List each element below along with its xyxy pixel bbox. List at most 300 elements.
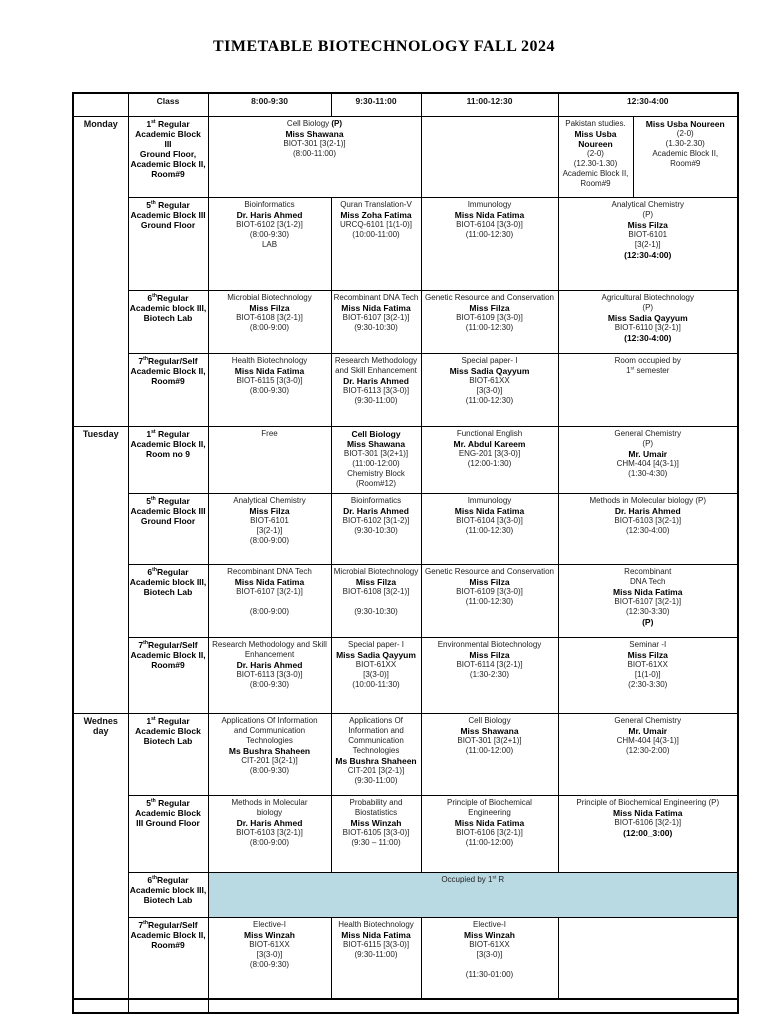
session-cell <box>558 713 738 795</box>
text-line: Recombinant <box>624 566 672 576</box>
session-cell <box>331 713 421 795</box>
text-line: (9:30-11:00) <box>354 775 398 785</box>
timetable-row <box>73 713 738 795</box>
text-line: (12:30-2:00) <box>625 745 670 755</box>
text-line: Biotech Lab <box>143 735 193 746</box>
text-line: BIOT-6103 [3(2-1)] <box>236 827 303 837</box>
text-line: BIOT-61XX <box>469 939 510 949</box>
text-line: 5th Regular <box>146 199 190 210</box>
text-line: Pakistan studies. <box>565 118 626 128</box>
text-line: LAB <box>261 239 278 249</box>
text-line: BIOT-6108 [3(2-1)] <box>236 312 303 322</box>
class-cell <box>128 426 208 493</box>
text-line: BIOT-61XX <box>355 659 397 669</box>
text-line: Elective-I <box>473 919 506 929</box>
text-line: Dr. Haris Ahmed <box>343 505 409 516</box>
text-line: (12:00-1:30) <box>467 458 512 468</box>
text-line: Seminar -I <box>629 639 667 649</box>
text-line: (12.30-1.30) <box>573 158 618 168</box>
text-line: BIOT-6104 [3(3-0)] <box>456 219 523 229</box>
session-cell <box>558 637 738 713</box>
timetable <box>72 92 739 1014</box>
text-line: (11:00-12:30) <box>465 596 514 606</box>
text-line: Health Biotechnology <box>231 355 308 365</box>
text-line: 5th Regular <box>146 495 190 506</box>
session-cell <box>421 116 558 197</box>
text-line: General Chemistry <box>614 715 682 725</box>
text-line: CHM-404 [4(3-1)] <box>616 458 679 468</box>
text-line: Probability and <box>349 797 403 807</box>
text-line: CIT-201 [3(2-1)] <box>241 755 298 765</box>
text-line: Miss Nida Fatima <box>234 365 305 376</box>
text-line: (8:00-9:00) <box>249 606 290 616</box>
class-cell <box>128 197 208 290</box>
text-line: BIOT-6101 <box>250 515 289 525</box>
class-cell <box>128 713 208 795</box>
text-line: Miss Shawana <box>285 128 344 139</box>
partial-day-cell <box>73 999 128 1013</box>
text-line: Academic Block III <box>130 505 206 516</box>
session-cell <box>421 564 558 637</box>
text-line: Biotech Lab <box>143 586 193 597</box>
text-line: Research Methodology <box>334 355 418 365</box>
text-line: Applications Of <box>349 715 403 725</box>
session-cell <box>558 564 738 637</box>
text-line: BIOT-6103 [3(2-1)] <box>614 515 682 525</box>
day-cell <box>73 713 128 999</box>
session-cell <box>331 426 421 493</box>
timetable-row <box>73 493 738 564</box>
text-line: [3(3-0)] <box>256 949 283 959</box>
session-cell <box>421 795 558 872</box>
session-cell <box>421 290 558 353</box>
timetable-row <box>73 872 738 917</box>
occupied-cell <box>208 872 738 917</box>
text-line: Ground Floor <box>140 515 196 526</box>
text-line: Biotech Lab <box>143 312 193 323</box>
corner-cell <box>73 93 128 116</box>
text-line: Room occupied by <box>614 355 681 365</box>
text-line: Ms Bushra Shaheen <box>335 755 417 766</box>
text-line: Academic Block III <box>130 209 206 220</box>
text-line: III <box>164 138 172 149</box>
text-line: (11:00-12:30) <box>465 229 514 239</box>
text-line: BIOT-6106 [3(2-1)] <box>456 827 523 837</box>
text-line: BIOT-6115 [3(3-0)] <box>342 939 410 949</box>
text-line: BIOT-6107 [3(2-1)] <box>614 596 682 606</box>
text-line: Quran Translation-V <box>340 199 412 209</box>
session-cell <box>208 426 331 493</box>
text-line: Miss Nida Fatima <box>454 209 525 220</box>
text-line: Analytical Chemistry <box>233 495 306 505</box>
text-line: Miss Nida Fatima <box>613 586 683 597</box>
text-line: Miss Filza <box>249 505 290 516</box>
text-line: (8:00-9:00) <box>249 837 290 847</box>
text-line: [1(1-0)] <box>634 669 661 679</box>
text-line: Miss Shawana <box>460 725 519 736</box>
text-line: (P) <box>642 209 654 219</box>
text-line: Room#9 <box>151 659 185 670</box>
text-line: Academic Block <box>135 807 201 818</box>
class-cell <box>128 493 208 564</box>
partial-row <box>73 999 738 1013</box>
text-line: Cell Biology <box>351 428 401 439</box>
session-cell <box>331 290 421 353</box>
col-header-time-4: 12:30-4:00 <box>558 93 738 116</box>
text-line: BIOT-6110 [3(2-1)] <box>614 322 681 332</box>
text-line: (10:00-11:30) <box>352 679 400 689</box>
text-line: BIOT-6113 [3(3-0)] <box>342 385 410 395</box>
text-line: 7thRegular/Self <box>138 639 198 650</box>
text-line: Recombinant DNA Tech <box>333 292 419 302</box>
text-line: (8:00-9:30) <box>249 765 290 775</box>
col-header-class: Class <box>128 93 208 116</box>
text-line: Bioinformatics <box>244 199 295 209</box>
text-line: CIT-201 [3(2-1)] <box>347 765 405 775</box>
text-line: (11:00-12:30) <box>465 395 514 405</box>
session-cell <box>208 917 331 999</box>
session-cell <box>331 637 421 713</box>
text-line: [3(3-0)] <box>476 385 503 395</box>
text-line: CHM-404 [4(3-1)] <box>616 735 679 745</box>
timetable-row <box>73 917 738 999</box>
text-line: BIOT-6109 [3(3-0)] <box>456 312 523 322</box>
text-line: Miss Usba Noureen <box>645 118 725 129</box>
text-line: Special paper- I <box>347 639 405 649</box>
text-line: (12:30-3:30) <box>625 606 670 616</box>
session-cell <box>331 795 421 872</box>
text-line: Cell Biology <box>468 715 511 725</box>
text-line: Health Biotechnology <box>338 919 414 929</box>
text-line: Recombinant DNA Tech <box>227 566 312 576</box>
class-cell <box>128 116 208 197</box>
text-line: BIOT-6109 [3(3-0)] <box>456 586 523 596</box>
col-header-time-1: 8:00-9:30 <box>208 93 331 116</box>
session-cell <box>208 290 331 353</box>
text-line: 6thRegular <box>147 874 189 885</box>
text-line: Functional English <box>456 428 523 438</box>
text-line: Academic Block II, <box>130 365 206 376</box>
text-line: (1:30-4:30) <box>628 468 668 478</box>
text-line: and Skill Enhancement <box>335 365 417 375</box>
text-line: BIOT-6102 [3(1-2)] <box>236 219 303 229</box>
session-cell <box>558 795 738 872</box>
text-line: Miss Nida Fatima <box>613 807 683 818</box>
text-line: 1st Regular <box>146 715 190 726</box>
text-line: (8:00-11:00) <box>293 148 336 158</box>
text-line: (9:30-10:30) <box>354 322 398 332</box>
text-line: (11:00-12:30) <box>465 525 514 535</box>
timetable-row <box>73 795 738 872</box>
session-cell <box>558 917 738 999</box>
text-line: Immunology <box>467 199 512 209</box>
text-line: Principle of Biochemical <box>447 797 532 807</box>
text-line: 6thRegular <box>147 292 189 303</box>
text-line: Ground Floor, <box>139 148 197 159</box>
text-line: Information and <box>348 725 404 735</box>
text-line: (12:00_3:00) <box>623 827 673 838</box>
text-line: Bioinformatics <box>350 495 402 505</box>
text-line: Miss Sadia Qayyum <box>336 649 416 660</box>
text-line: Communication <box>348 735 404 745</box>
text-line: Occupied by 1st R <box>441 874 505 884</box>
text-line: Room#9 <box>151 168 185 179</box>
text-line: BIOT-6107 [3(2-1)] <box>342 312 410 322</box>
text-line: [3(2-1)] <box>256 525 283 535</box>
text-line: Miss Winzah <box>464 929 515 940</box>
partial-session-cell <box>208 999 738 1013</box>
text-line: [3(2-1)] <box>634 239 661 249</box>
text-line: Dr. Haris Ahmed <box>236 817 303 828</box>
text-line: BIOT-6104 [3(3-0)] <box>456 515 523 525</box>
text-line: (P) <box>642 438 654 448</box>
text-line: Principle of Biochemical Engineering (P) <box>576 797 720 807</box>
text-line: Biotech Lab <box>143 894 193 905</box>
text-line: Academic Block <box>135 725 201 736</box>
text-line: Genetic Resource and Conservation <box>425 566 554 576</box>
text-line: (12:30-4:00) <box>625 525 670 535</box>
text-line <box>210 597 330 607</box>
text-line: [3(3-0)] <box>476 949 503 959</box>
session-cell <box>421 197 558 290</box>
session-cell <box>421 917 558 999</box>
timetable-row <box>73 564 738 637</box>
class-cell <box>128 353 208 426</box>
text-line: (8:00-9:30) <box>249 679 290 689</box>
text-line: Miss Filza <box>469 302 510 313</box>
text-line: Dr. Haris Ahmed <box>343 375 409 386</box>
text-line: Free <box>261 428 278 438</box>
text-line: (1.30-2.30) <box>665 138 705 148</box>
text-line: (9:30-11:00) <box>354 949 398 959</box>
header-row <box>73 93 738 116</box>
text-line: (2:30-3:30) <box>628 679 668 689</box>
text-line: Applications Of Information <box>221 715 318 725</box>
timetable-row <box>73 353 738 426</box>
text-line: Research Methodology and Skill <box>212 639 327 649</box>
text-line: 7thRegular/Self <box>138 919 198 930</box>
session-cell <box>331 353 421 426</box>
text-line: (8:00-9:30) <box>249 959 290 969</box>
text-line: (12:30-4:00) <box>624 249 672 260</box>
text-line: BIOT-61XX <box>469 375 510 385</box>
session-cell <box>633 116 738 197</box>
text-line: Miss Nida Fatima <box>234 576 305 587</box>
session-cell <box>208 795 331 872</box>
text-line: Miss Nida Fatima <box>454 817 525 828</box>
text-line: Environmental Biotechnology <box>437 639 542 649</box>
day-label: Monday <box>83 118 118 129</box>
text-line: Room#9 <box>670 158 701 168</box>
text-line: (11:00-12:00) <box>465 837 514 847</box>
day-label: Wednes <box>83 715 118 726</box>
text-line: 7thRegular/Self <box>138 355 198 366</box>
text-line: BIOT-61XX <box>627 659 668 669</box>
session-cell <box>421 353 558 426</box>
text-line: BIOT-6108 [3(2-1)] <box>342 586 410 596</box>
text-line: Room#9 <box>151 375 185 386</box>
text-line: Miss Sadia Qayyum <box>607 312 688 323</box>
session-cell <box>558 493 738 564</box>
class-cell <box>128 917 208 999</box>
text-line: Room#9 <box>151 939 185 950</box>
text-line: URCQ-6101 [1(1-0)] <box>339 219 413 229</box>
text-line: BIOT-61XX <box>249 939 290 949</box>
text-line: Analytical Chemistry <box>611 199 684 209</box>
text-line: BIOT-6106 [3(2-1)] <box>614 817 682 827</box>
text-line: 1st semester <box>626 365 670 375</box>
session-cell <box>331 197 421 290</box>
session-cell <box>558 197 738 290</box>
text-line: Chemistry Block (Room#12) <box>347 468 405 488</box>
class-cell <box>128 795 208 872</box>
session-cell <box>558 426 738 493</box>
text-line: Academic Block II, <box>130 438 206 449</box>
text-line: Dr. Haris Ahmed <box>614 505 681 516</box>
session-cell <box>331 917 421 999</box>
session-cell <box>421 713 558 795</box>
text-line: BIOT-301 [3(2+1)] <box>457 735 522 745</box>
text-line: [3(3-0)] <box>363 669 389 679</box>
class-cell <box>128 872 208 917</box>
text-line: BIOT-6101 <box>628 229 668 239</box>
text-line: (11:30-01:00) <box>465 969 514 979</box>
text-line: Special paper- I <box>461 355 518 365</box>
session-cell <box>208 197 331 290</box>
session-cell <box>421 426 558 493</box>
timetable-row <box>73 197 738 290</box>
text-line: Mr. Abdul Kareem <box>453 438 526 449</box>
session-cell <box>421 493 558 564</box>
text-line: (8:00-9:30) <box>249 229 290 239</box>
text-line: Miss Winzah <box>350 817 402 828</box>
text-line: Miss Usba Noureen <box>574 128 617 149</box>
text-line: (1:30-2:30) <box>469 669 510 679</box>
text-line: Agricultural Biotechnology <box>601 292 694 302</box>
text-line: Academic block III, <box>129 302 207 313</box>
text-line: BIOT-301 [3(2+1)] <box>343 448 409 458</box>
text-line: Ground Floor <box>140 219 196 230</box>
text-line: Miss Nida Fatima <box>341 302 411 313</box>
text-line: Miss Shawana <box>346 438 406 449</box>
text-line: III Ground Floor <box>136 817 200 828</box>
text-line: Biostatistics <box>354 807 398 817</box>
text-line <box>423 960 557 970</box>
session-cell <box>208 637 331 713</box>
session-cell <box>208 564 331 637</box>
text-line: Technologies <box>352 745 400 755</box>
text-line: Room#9 <box>580 178 611 188</box>
class-cell <box>128 290 208 353</box>
text-line: Miss Sadia Qayyum <box>449 365 530 376</box>
session-cell <box>421 637 558 713</box>
text-line: (P) <box>642 302 654 312</box>
text-line: Immunology <box>467 495 512 505</box>
col-header-time-2: 9:30-11:00 <box>331 93 421 116</box>
session-cell <box>208 353 331 426</box>
text-line: DNA Tech <box>630 576 666 586</box>
session-cell <box>331 493 421 564</box>
text-line: BIOT-6102 [3(1-2)] <box>342 515 410 525</box>
class-cell <box>128 637 208 713</box>
text-line: ENG-201 [3(3-0)] <box>458 448 521 458</box>
text-line: Miss Filza <box>627 649 668 660</box>
text-line: Academic Block II, <box>130 929 206 940</box>
text-line: (P) <box>642 616 654 627</box>
text-line: (12:30-4:00) <box>624 332 672 343</box>
text-line: Miss Filza <box>627 219 668 230</box>
page-title: TIMETABLE BIOTECHNOLOGY FALL 2024 <box>212 38 556 55</box>
col-header-time-3: 11:00-12:30 <box>421 93 558 116</box>
text-line: biology <box>256 807 283 817</box>
text-line: Miss Filza <box>249 302 290 313</box>
text-line: Miss Nida Fatima <box>454 505 525 516</box>
text-line: Academic block III, <box>129 884 207 895</box>
text-line: (9:30-11:00) <box>354 395 398 405</box>
text-line: Miss Filza <box>469 649 510 660</box>
text-line: (11:00-12:00) <box>352 458 400 468</box>
text-line: (2-0) <box>587 148 604 158</box>
text-line: BIOT-6115 [3(3-0)] <box>236 375 303 385</box>
timetable-row <box>73 637 738 713</box>
text-line: 6thRegular <box>147 566 189 577</box>
text-line: (8:00-9:30) <box>249 385 290 395</box>
text-line: Academic Block II, <box>652 148 719 158</box>
day-label: day <box>92 725 109 736</box>
text-line: Microbial Biotechnology <box>227 292 312 302</box>
day-cell <box>73 426 128 713</box>
partial-class-cell <box>128 999 208 1013</box>
timetable-row <box>73 290 738 353</box>
text-line: Elective-I <box>253 919 286 929</box>
text-line: (9:30 – 11:00) <box>351 837 401 847</box>
text-line: BIOT-301 [3(2-1)] <box>283 138 346 148</box>
day-cell <box>73 116 128 426</box>
text-line: Technologies <box>246 735 293 745</box>
session-cell <box>208 493 331 564</box>
text-line: Mr. Umair <box>628 448 668 459</box>
text-line: Miss Nida Fatima <box>341 929 411 940</box>
text-line: Dr. Haris Ahmed <box>236 659 303 670</box>
text-line: Methods in Molecular <box>231 797 308 807</box>
text-line: (11:00-12:30) <box>465 322 514 332</box>
text-line: (8:00-9:00) <box>249 322 290 332</box>
text-line: Miss Winzah <box>244 929 295 940</box>
text-line: (11:00-12:00) <box>465 745 514 755</box>
text-line: Dr. Haris Ahmed <box>236 209 303 220</box>
session-cell <box>558 116 633 197</box>
text-line: BIOT-6113 [3(3-0)] <box>236 669 303 679</box>
day-label: Tuesday <box>82 428 119 439</box>
text-line: Academic Block II, <box>562 168 629 178</box>
text-line: Ms Bushra Shaheen <box>228 745 311 756</box>
timetable-row <box>73 426 738 493</box>
text-line: Room no 9 <box>146 448 190 459</box>
session-cell <box>558 353 738 426</box>
text-line: Academic Block II, <box>130 649 206 660</box>
class-cell <box>128 564 208 637</box>
text-line: Genetic Resource and Conservation <box>425 292 554 302</box>
session-cell <box>331 564 421 637</box>
text-line: BIOT-6114 [3(2-1)] <box>456 659 523 669</box>
text-line: 5th Regular <box>146 797 190 808</box>
text-line: Engineering <box>468 807 511 817</box>
timetable-row <box>73 116 738 197</box>
text-line <box>333 597 420 607</box>
text-line: Mr. Umair <box>628 725 668 736</box>
text-line: BIOT-6105 [3(3-0)] <box>342 827 410 837</box>
session-cell <box>558 290 738 353</box>
